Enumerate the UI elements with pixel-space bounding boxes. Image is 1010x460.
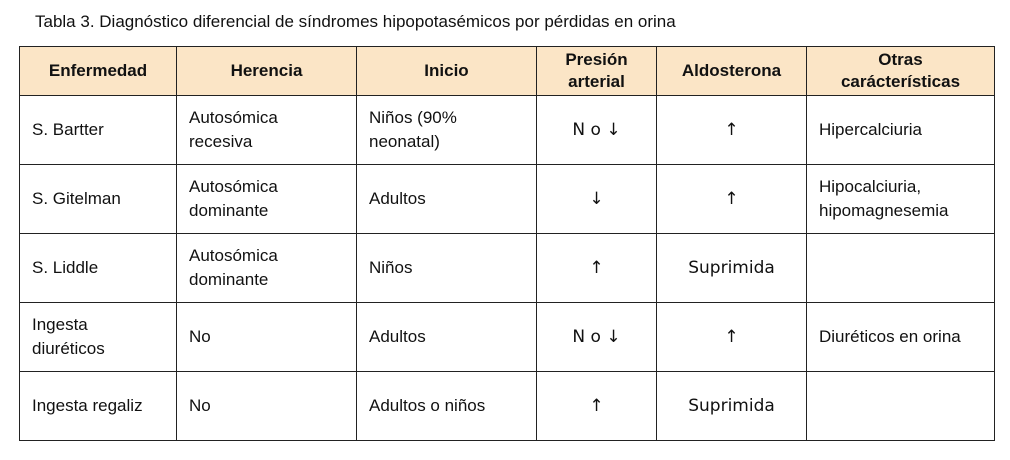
cell-presion-arterial: ↑ <box>537 372 657 441</box>
table-row <box>20 303 995 372</box>
cell-otras: Hipercalciuria <box>807 96 995 165</box>
header-inicio: Inicio <box>357 47 537 96</box>
table-row <box>20 96 995 165</box>
table-row <box>20 372 995 441</box>
cell-presion-arterial: ↑ <box>537 234 657 303</box>
cell-inicio: Adultos o niños <box>357 372 537 441</box>
cell-herencia: Autosómica dominante <box>177 165 357 234</box>
cell-aldosterona: Suprimida <box>657 372 807 441</box>
cell-herencia: Autosómica recesiva <box>177 96 357 165</box>
table-caption: Tabla 3. Diagnóstico diferencial de síndromes hipopotasémicos por pérdidas en orina <box>35 12 676 31</box>
table-header <box>20 47 995 96</box>
cell-aldosterona: ↑ <box>657 165 807 234</box>
cell-inicio: Adultos <box>357 165 537 234</box>
header-row <box>20 47 995 96</box>
cell-aldosterona: ↑ <box>657 303 807 372</box>
cell-enfermedad: S. Liddle <box>20 234 177 303</box>
cell-enfermedad: Ingesta diuréticos <box>20 303 177 372</box>
cell-presion-arterial: N o ↓ <box>537 96 657 165</box>
cell-otras: Diuréticos en orina <box>807 303 995 372</box>
cell-presion-arterial: ↓ <box>537 165 657 234</box>
differential-diagnosis-table <box>19 46 995 441</box>
cell-otras <box>807 234 995 303</box>
cell-inicio: Adultos <box>357 303 537 372</box>
cell-herencia: Autosómica dominante <box>177 234 357 303</box>
cell-inicio: Niños <box>357 234 537 303</box>
cell-enfermedad: S. Gitelman <box>20 165 177 234</box>
cell-enfermedad: S. Bartter <box>20 96 177 165</box>
cell-herencia: No <box>177 372 357 441</box>
table-body <box>20 96 995 441</box>
cell-aldosterona: ↑ <box>657 96 807 165</box>
header-otras-caracteristicas: Otras carácterísticas <box>807 47 995 96</box>
cell-otras: Hipocalciuria, hipomagnesemia <box>807 165 995 234</box>
header-aldosterona: Aldosterona <box>657 47 807 96</box>
table-row <box>20 165 995 234</box>
header-herencia: Herencia <box>177 47 357 96</box>
cell-herencia: No <box>177 303 357 372</box>
header-presion-arterial: Presión arterial <box>537 47 657 96</box>
cell-otras <box>807 372 995 441</box>
cell-aldosterona: Suprimida <box>657 234 807 303</box>
cell-inicio: Niños (90% neonatal) <box>357 96 537 165</box>
table-row <box>20 234 995 303</box>
cell-enfermedad: Ingesta regaliz <box>20 372 177 441</box>
cell-presion-arterial: N o ↓ <box>537 303 657 372</box>
header-enfermedad: Enfermedad <box>20 47 177 96</box>
